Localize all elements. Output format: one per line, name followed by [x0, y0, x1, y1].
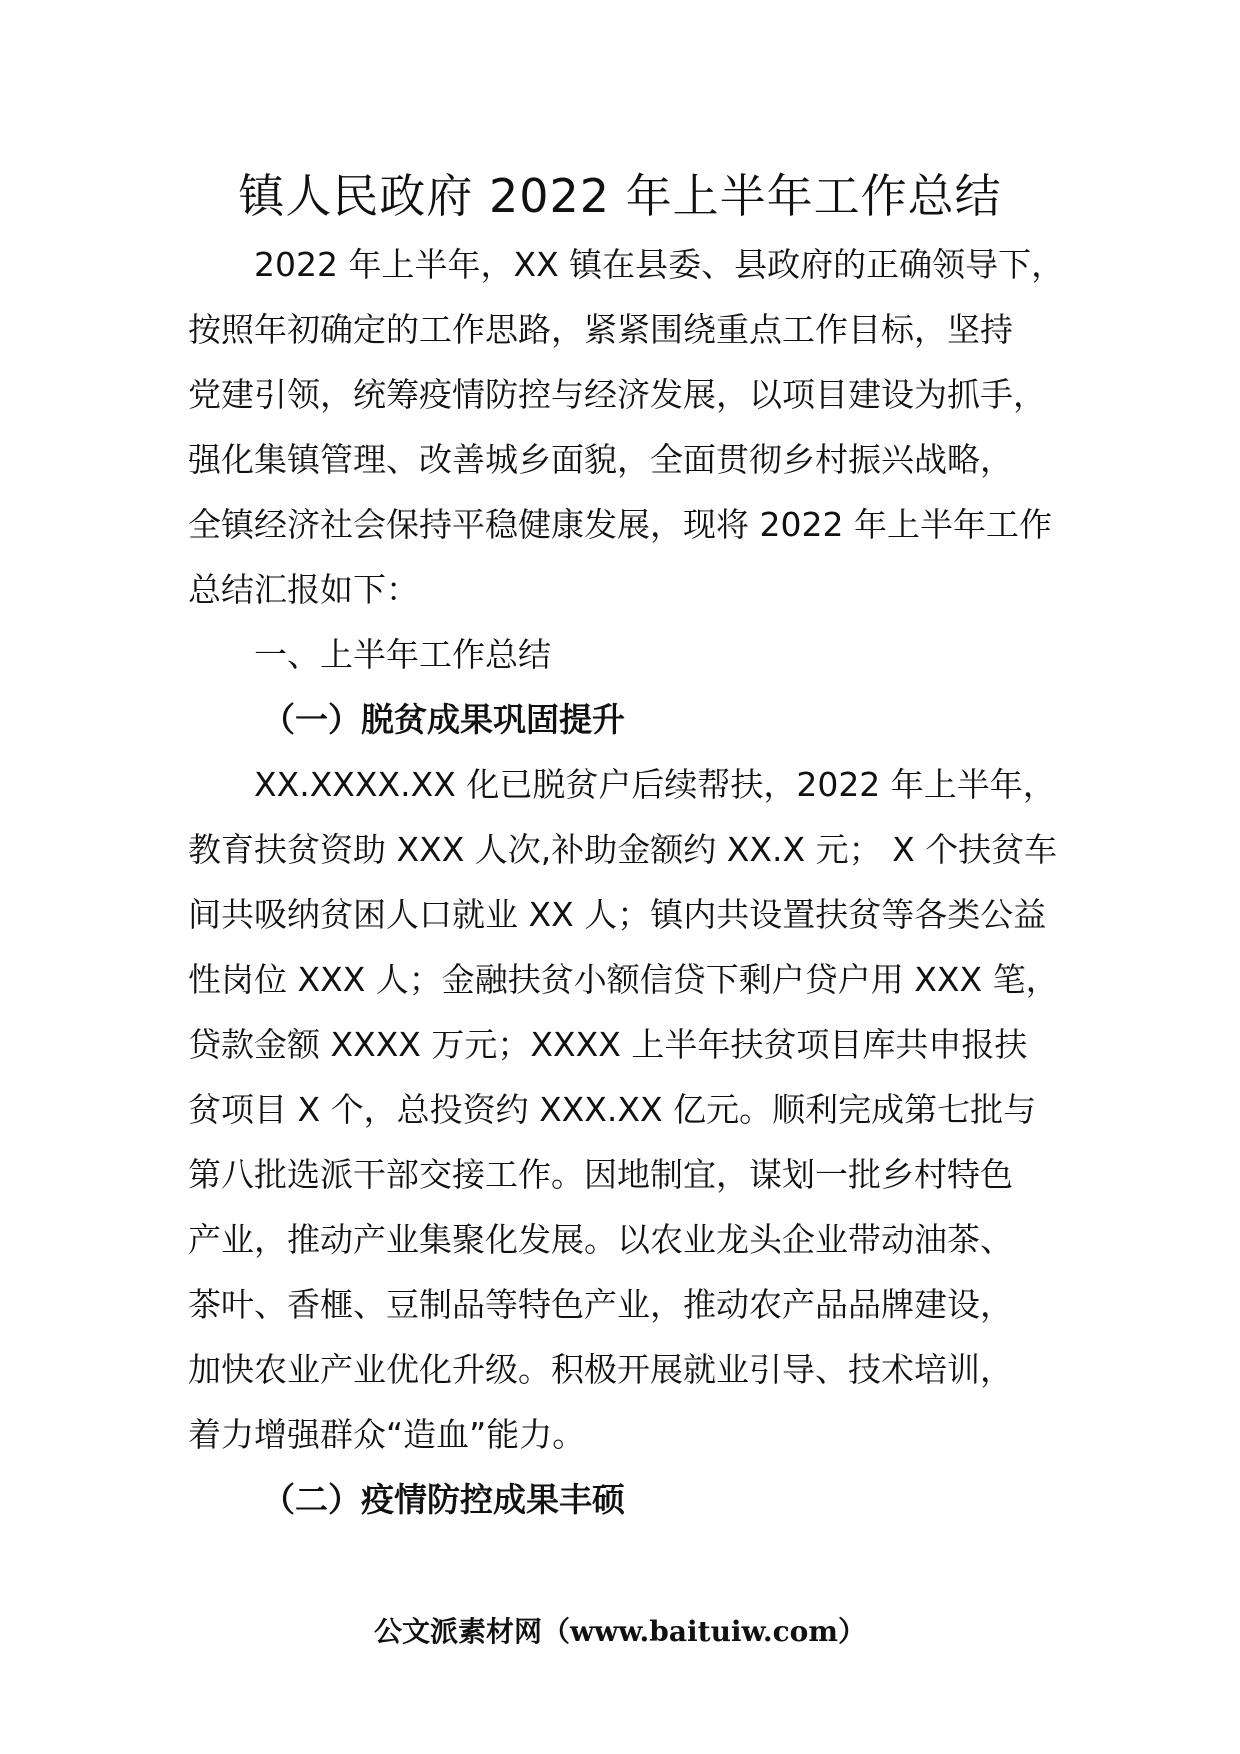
document-title: 镇人民政府 2022 年上半年工作总结	[238, 169, 1002, 223]
paragraph-line: 间共吸纳贫困人口就业 XX 人；镇内共设置扶贫等各类公益	[188, 895, 1047, 934]
footer-watermark: 公文派素材网（www.baituiw.com）	[374, 1615, 866, 1648]
subsection-heading: （一）脱贫成果巩固提升	[262, 700, 625, 739]
paragraph-line: 贷款金额 XXXX 万元；XXXX 上半年扶贫项目库共申报扶	[188, 1025, 1028, 1064]
paragraph-line: 2022 年上半年，XX 镇在县委、县政府的正确领导下，	[254, 245, 1065, 284]
paragraph-line: 强化集镇管理、改善城乡面貌，全面贯彻乡村振兴战略，	[188, 440, 1013, 479]
paragraph-line: 茶叶、香榧、豆制品等特色产业，推动农产品品牌建设，	[188, 1285, 1013, 1324]
paragraph-line: 贫项目 X 个，总投资约 XXX.XX 亿元。顺利完成第七批与	[188, 1090, 1037, 1129]
paragraph-line: 教育扶贫资助 XXX 人次,补助金额约 XX.X 元； X 个扶贫车	[188, 830, 1058, 869]
paragraph-line: 产业，推动产业集聚化发展。以农业龙头企业带动油茶、	[188, 1220, 1013, 1259]
paragraph-line: 加快农业产业优化升级。积极开展就业引导、技术培训，	[188, 1350, 1013, 1389]
section-heading: 一、上半年工作总结	[254, 635, 551, 674]
paragraph-line: 总结汇报如下：	[188, 570, 419, 609]
paragraph-line: 全镇经济社会保持平稳健康发展，现将 2022 年上半年工作	[188, 505, 1052, 544]
paragraph-line: 党建引领，统筹疫情防控与经济发展，以项目建设为抓手，	[188, 375, 1046, 414]
paragraph-line: XX.XXXX.XX 化已脱贫户后续帮扶，2022 年上半年，	[254, 765, 1056, 804]
paragraph-line: 性岗位 XXX 人；金融扶贫小额信贷下剩户贷户用 XXX 笔，	[188, 960, 1059, 999]
paragraph-line: 第八批选派干部交接工作。因地制宜，谋划一批乡村特色	[188, 1155, 1013, 1194]
document-body	[188, 232, 1068, 1532]
paragraph-line: 按照年初确定的工作思路，紧紧围绕重点工作目标，坚持	[188, 310, 1013, 349]
paragraph-line: 着力增强群众“造血”能力。	[188, 1415, 586, 1454]
subsection-heading: （二）疫情防控成果丰硕	[262, 1480, 625, 1519]
